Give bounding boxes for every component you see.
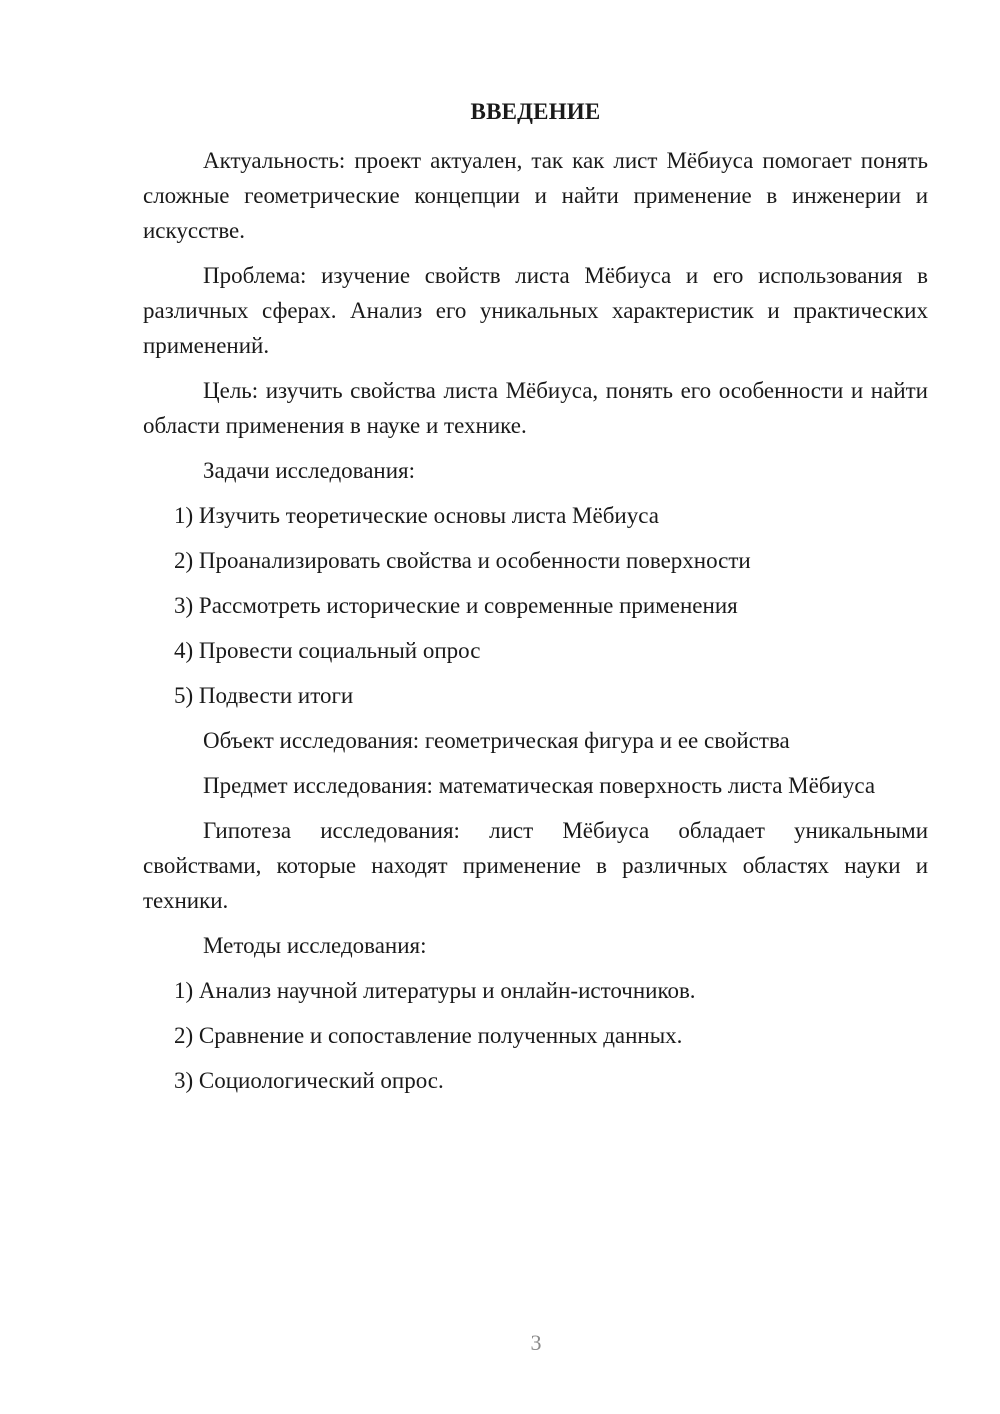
goal-paragraph: Цель: изучить свойства листа Мёбиуса, понять его особенности и найти области применения в науке и технике. (143, 378, 928, 438)
page-content (143, 94, 928, 1108)
page-number: 3 (530, 1330, 542, 1355)
task-item: 1) Изучить теоретические основы листа Мёбиуса (174, 503, 659, 528)
task-item: 4) Провести социальный опрос (174, 638, 481, 663)
hypothesis-paragraph: Гипотеза исследования: лист Мёбиуса обладает уникальными свойствами, которые находят применение в различных областях науки и техники. (143, 818, 928, 913)
object-paragraph: Объект исследования: геометрическая фигура и ее свойства (203, 728, 790, 753)
relevance-paragraph: Актуальность: проект актуален, так как лист Мёбиуса помогает понять сложные геометрические концепции и найти применение в инженерии и искусстве. (143, 148, 928, 243)
methods-list (143, 973, 928, 1098)
subject-paragraph: Предмет исследования: математическая поверхность листа Мёбиуса (203, 773, 876, 798)
problem-paragraph: Проблема: изучение свойств листа Мёбиуса и его использования в различных сферах. Анализ его уникальных характеристик и практических применений. (143, 263, 928, 358)
methods-heading: Методы исследования: (203, 933, 427, 958)
task-item: 2) Проанализировать свойства и особенности поверхности (174, 548, 751, 573)
task-item: 3) Рассмотреть исторические и современные применения (174, 593, 738, 618)
tasks-list (143, 498, 928, 713)
method-item: 2) Сравнение и сопоставление полученных данных. (174, 1023, 683, 1048)
section-title: ВВЕДЕНИЕ (470, 99, 601, 124)
method-item: 1) Анализ научной литературы и онлайн-источников. (174, 978, 696, 1003)
method-item: 3) Социологический опрос. (174, 1068, 444, 1093)
task-item: 5) Подвести итоги (174, 683, 354, 708)
tasks-heading: Задачи исследования: (203, 458, 416, 483)
